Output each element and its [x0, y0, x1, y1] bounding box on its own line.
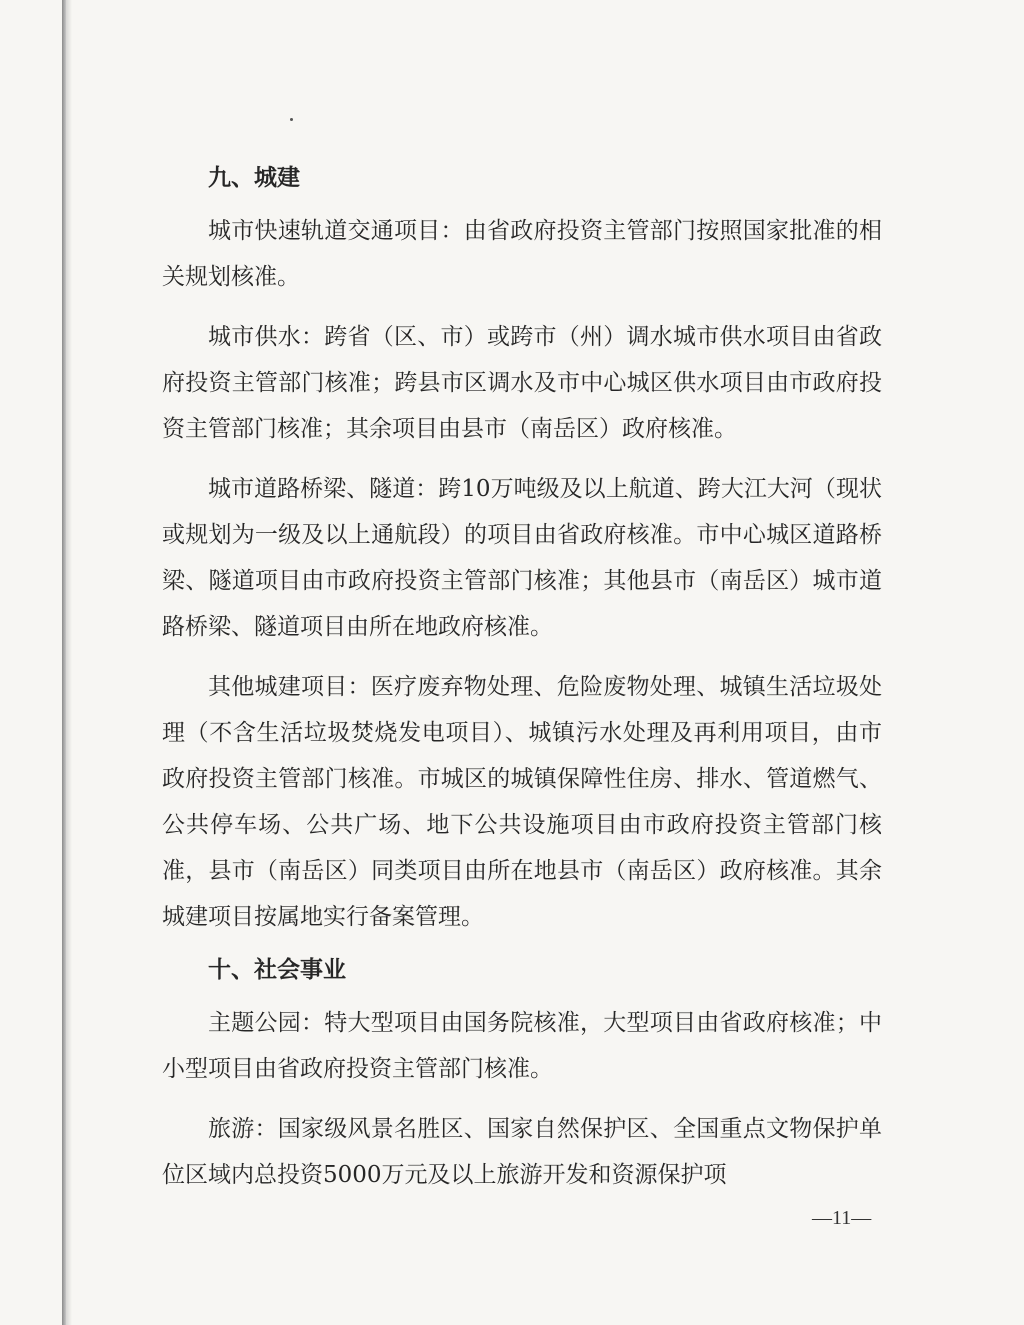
paragraph-water-supply: 城市供水：跨省（区、市）或跨市（州）调水城市供水项目由省政府投资主管部门核准；跨县市区调水及市中心城区供水项目由市政府投资主管部门核准；其余项目由县市（南岳区）政府核准。	[162, 324, 882, 442]
scan-speck	[290, 118, 293, 121]
section-heading: 十、社会事业	[208, 957, 346, 983]
paragraph-tourism: 旅游：国家级风景名胜区、国家自然保护区、全国重点文物保护单位区域内总投资5000万元及以上旅游开发和资源保护项	[162, 1116, 882, 1188]
section-heading: 九、城建	[208, 165, 300, 191]
paragraph-urban-rail: 城市快速轨道交通项目：由省政府投资主管部门按照国家批准的相关规划核准。	[162, 218, 882, 290]
paragraph-theme-parks: 主题公园：特大型项目由国务院核准，大型项目由省政府核准；中小型项目由省政府投资主管部门核准。	[162, 1010, 882, 1082]
section-urban-construction	[162, 148, 882, 940]
page-number: —11—	[812, 1207, 872, 1229]
section-social-undertakings	[162, 940, 882, 1198]
paragraph-roads-bridges: 城市道路桥梁、隧道：跨10万吨级及以上航道、跨大江大河（现状或规划为一级及以上通航段）的项目由省政府核准。市中心城区道路桥梁、隧道项目由市政府投资主管部门核准；其他县市（南岳区）城市道路桥梁、隧道项目由所在地政府核准。	[162, 476, 882, 640]
paragraph-other-construction: 其他城建项目：医疗废弃物处理、危险废物处理、城镇生活垃圾处理（不含生活垃圾焚烧发电项目）、城镇污水处理及再利用项目，由市政府投资主管部门核准。市城区的城镇保障性住房、排水、管道燃气、公共停车场、公共广场、地下公共设施项目由市政府投资主管部门核准，县市（南岳区）同类项目由所在地县市（南岳区）政府核准。其余城建项目按属地实行备案管理。	[162, 674, 882, 930]
document-body	[162, 148, 882, 1198]
scan-binding-shadow	[66, 0, 72, 1325]
